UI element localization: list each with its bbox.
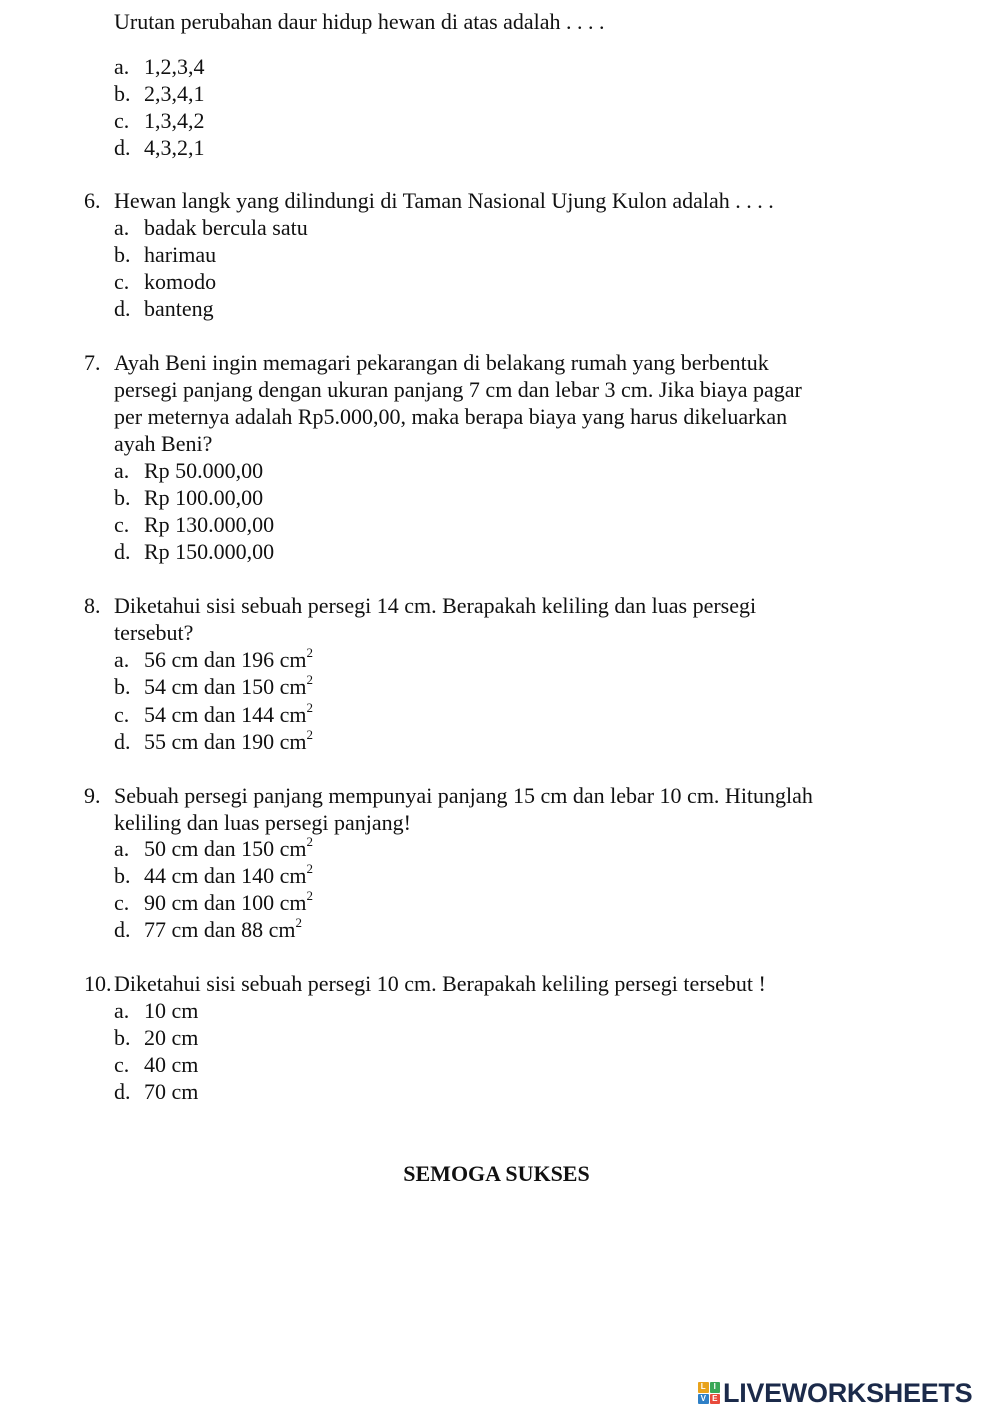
logo-mark-tile: E	[710, 1394, 721, 1405]
option-label: b.	[114, 863, 131, 888]
q9-option-b[interactable]	[114, 860, 314, 889]
option-label: a.	[114, 647, 130, 672]
option-text: 55 cm dan 190 cm	[144, 729, 307, 754]
intro-option-c[interactable]	[114, 108, 205, 134]
option-label: c.	[114, 890, 130, 915]
option-text: Rp 150.000,00	[144, 539, 275, 564]
question-7-number: 7.	[84, 350, 101, 375]
option-text: 50 cm dan 150 cm	[144, 836, 307, 861]
q10-option-b[interactable]	[114, 1025, 198, 1051]
option-text: 2,3,4,1	[144, 81, 205, 106]
liveworksheets-logo	[698, 1378, 972, 1408]
option-label: a.	[114, 458, 130, 483]
q6-option-b[interactable]	[114, 242, 216, 268]
intro-option-d[interactable]	[114, 135, 205, 161]
option-text: Rp 130.000,00	[144, 512, 275, 537]
option-label: b.	[114, 1025, 131, 1050]
liveworksheets-logo-icon	[698, 1382, 720, 1404]
question-8-number: 8.	[84, 593, 101, 618]
q8-option-d[interactable]	[114, 726, 314, 755]
intro-option-b[interactable]	[114, 81, 205, 107]
option-label: a.	[114, 215, 130, 240]
q7-option-b[interactable]	[114, 485, 263, 511]
option-text: 56 cm dan 196 cm	[144, 647, 307, 672]
q6-option-c[interactable]	[114, 269, 216, 295]
q8-option-c[interactable]	[114, 699, 314, 728]
question-7-text-line-3: per meternya adalah Rp5.000,00, maka berapa biaya yang harus dikeluarkan	[114, 404, 788, 429]
superscript: 2	[306, 671, 314, 687]
question-6-text: Hewan langk yang dilindungi di Taman Nasional Ujung Kulon adalah . . . .	[114, 188, 774, 213]
option-label: c.	[114, 108, 130, 133]
option-label: a.	[114, 54, 130, 79]
question-9-number: 9.	[84, 783, 101, 808]
option-text: banteng	[144, 296, 214, 321]
option-label: b.	[114, 81, 131, 106]
q6-option-d[interactable]	[114, 296, 214, 322]
question-9-text-line-1: Sebuah persegi panjang mempunyai panjang 15 cm dan lebar 10 cm. Hitunglah	[114, 783, 813, 808]
q9-option-d[interactable]	[114, 914, 303, 943]
option-label: c.	[114, 1052, 130, 1077]
option-text: badak bercula satu	[144, 215, 308, 240]
option-label: a.	[114, 998, 130, 1023]
q8-option-b[interactable]	[114, 671, 314, 700]
superscript: 2	[306, 726, 314, 742]
option-label: d.	[114, 917, 131, 942]
intro-question-text: Urutan perubahan daur hidup hewan di atas adalah . . . .	[114, 9, 605, 34]
option-text: 54 cm dan 144 cm	[144, 702, 307, 727]
q9-option-c[interactable]	[114, 887, 314, 916]
option-label: d.	[114, 1079, 131, 1104]
q10-option-a[interactable]	[114, 998, 198, 1024]
option-text: 70 cm	[144, 1079, 199, 1104]
q10-option-d[interactable]	[114, 1079, 198, 1105]
option-label: d.	[114, 296, 131, 321]
question-8-text-line-2: tersebut?	[114, 620, 194, 645]
logo-mark-tile: V	[698, 1394, 709, 1405]
option-label: d.	[114, 135, 131, 160]
option-label: c.	[114, 512, 130, 537]
option-text: komodo	[144, 269, 217, 294]
superscript: 2	[306, 860, 314, 876]
option-text: Rp 100.00,00	[144, 485, 264, 510]
option-label: b.	[114, 674, 131, 699]
logo-wordmark: LIVEWORKSHEETS	[723, 1377, 973, 1408]
option-label: b.	[114, 242, 131, 267]
option-label: d.	[114, 539, 131, 564]
superscript: 2	[306, 699, 314, 715]
superscript: 2	[306, 644, 314, 660]
option-text: 44 cm dan 140 cm	[144, 863, 307, 888]
option-text: 20 cm	[144, 1025, 199, 1050]
option-text: 1,3,4,2	[144, 108, 205, 133]
q9-option-a[interactable]	[114, 833, 314, 862]
option-text: 1,2,3,4	[144, 54, 205, 79]
question-6-number: 6.	[84, 188, 101, 213]
question-10-number: 10.	[84, 971, 112, 996]
q7-option-a[interactable]	[114, 458, 263, 484]
option-text: 54 cm dan 150 cm	[144, 674, 307, 699]
superscript: 2	[306, 833, 314, 849]
option-label: a.	[114, 836, 130, 861]
question-8-text-line-1: Diketahui sisi sebuah persegi 14 cm. Berapakah keliling dan luas persegi	[114, 593, 757, 618]
option-text: 40 cm	[144, 1052, 199, 1077]
q10-option-c[interactable]	[114, 1052, 198, 1078]
question-9-text-line-2: keliling dan luas persegi panjang!	[114, 810, 411, 835]
option-text: 4,3,2,1	[144, 135, 205, 160]
intro-option-a[interactable]	[114, 54, 205, 80]
option-label: d.	[114, 729, 131, 754]
logo-mark-tile: L	[698, 1382, 709, 1393]
question-10-text: Diketahui sisi sebuah persegi 10 cm. Berapakah keliling persegi tersebut !	[114, 971, 766, 996]
superscript: 2	[306, 887, 314, 903]
logo-mark-tile: I	[710, 1382, 721, 1393]
option-label: b.	[114, 485, 131, 510]
q7-option-c[interactable]	[114, 512, 274, 538]
question-7-text-line-2: persegi panjang dengan ukuran panjang 7 cm dan lebar 3 cm. Jika biaya pagar	[114, 377, 802, 402]
option-label: c.	[114, 702, 130, 727]
q8-option-a[interactable]	[114, 644, 314, 673]
option-text: Rp 50.000,00	[144, 458, 264, 483]
q7-option-d[interactable]	[114, 539, 274, 565]
superscript: 2	[295, 914, 303, 930]
option-text: 90 cm dan 100 cm	[144, 890, 307, 915]
option-text: 10 cm	[144, 998, 199, 1023]
question-7-text-line-1: Ayah Beni ingin memagari pekarangan di belakang rumah yang berbentuk	[114, 350, 769, 375]
closing-message: SEMOGA SUKSES	[403, 1161, 590, 1186]
option-text: 77 cm dan 88 cm	[144, 917, 296, 942]
option-label: c.	[114, 269, 130, 294]
question-7-text-line-4: ayah Beni?	[114, 431, 213, 456]
option-text: harimau	[144, 242, 217, 267]
q6-option-a[interactable]	[114, 215, 308, 241]
